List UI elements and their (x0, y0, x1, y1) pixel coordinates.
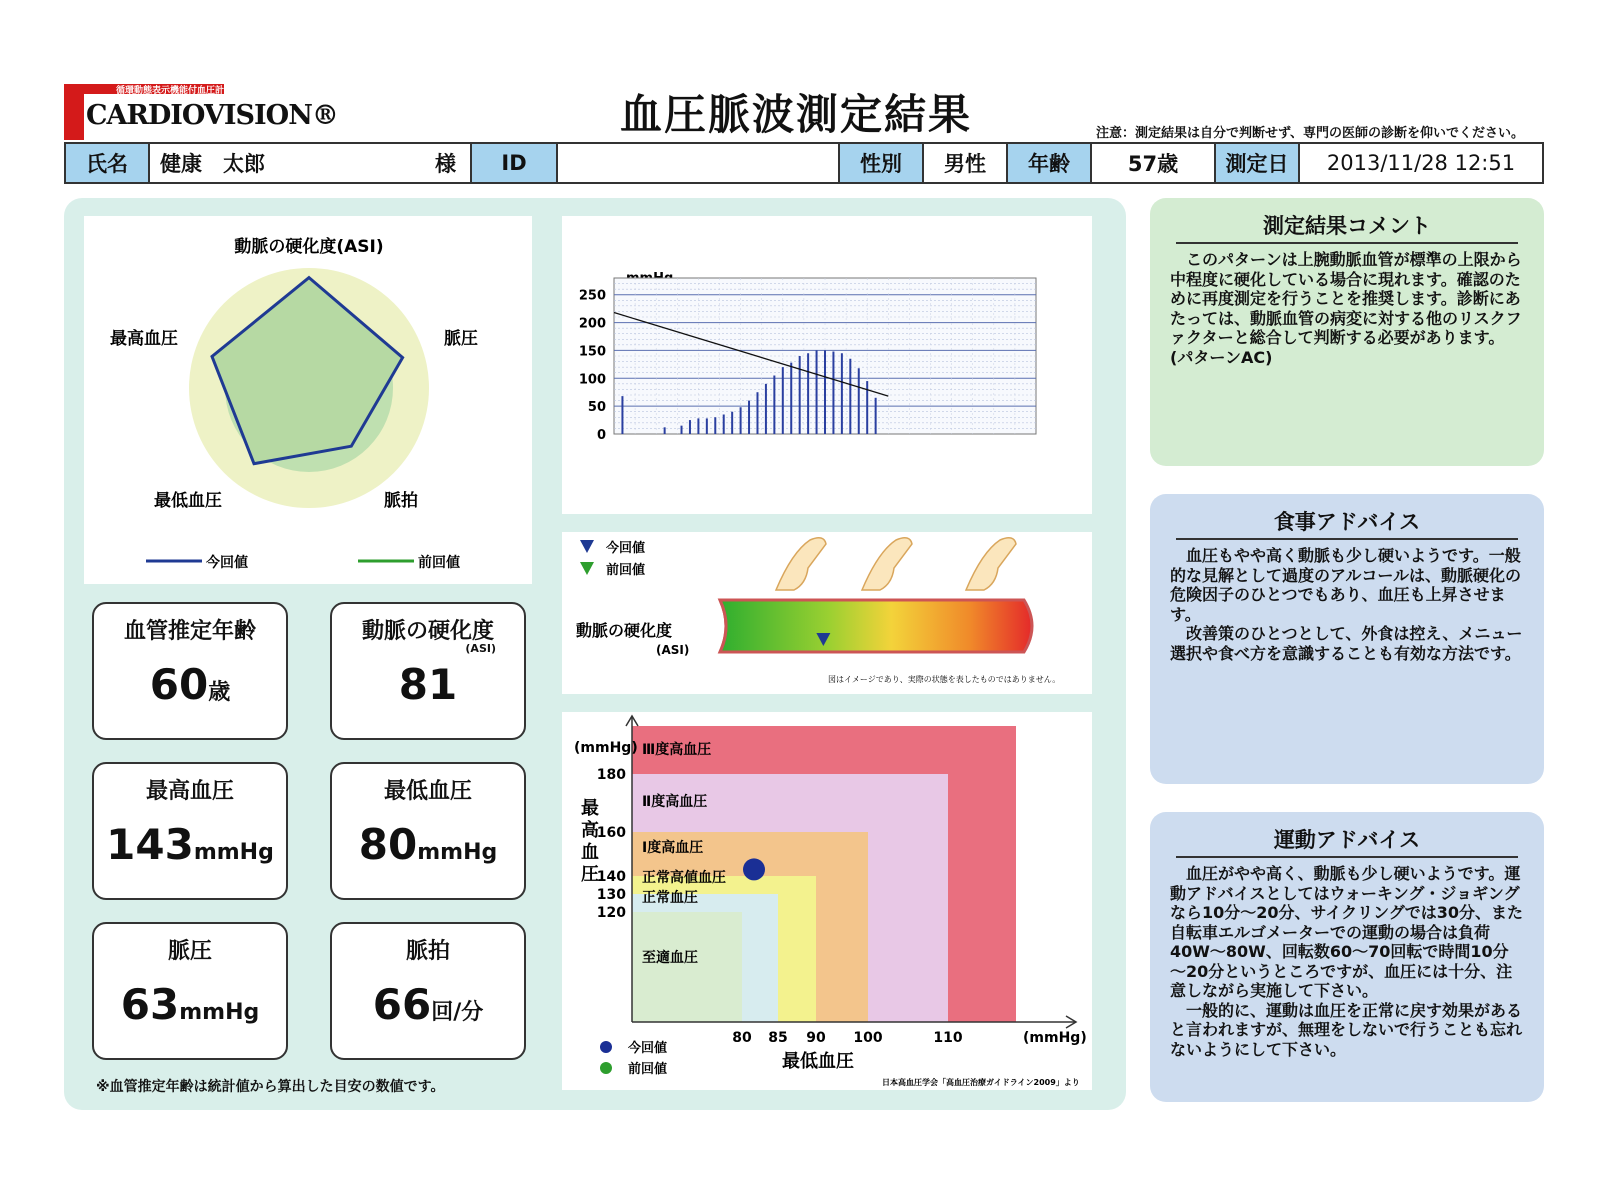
metric-systolic (92, 762, 288, 900)
bp-x-label: 最低血圧 (782, 1051, 854, 1072)
id-value (558, 144, 840, 182)
metric-value: 143 (106, 820, 194, 869)
gauge-sublabel: (ASI) (656, 643, 690, 657)
metric-pulse (330, 922, 526, 1060)
name-cell (150, 144, 472, 182)
artery-gauge (562, 532, 1092, 694)
patient-name: 健康 太郎 (160, 152, 265, 176)
bp-zone-label: 正常高値血圧 (642, 870, 726, 886)
footnote: ※血管推定年齢は統計値から算出した目安の数値です。 (96, 1079, 445, 1095)
wave-y-tick: 150 (578, 344, 606, 360)
diet-text: 血圧もやや高く動脈も少し硬いようです。一般的な見解として過度のアルコールは、動脈硬化の危険因子のひとつでもあり、血圧も上昇させます。 改善策のひとつとして、外食は控え、メニュー選択や食べ方を意識することも有効な方法です。 (1170, 546, 1523, 663)
bp-points (743, 858, 765, 880)
comment-title: 測定結果コメント (1176, 210, 1518, 244)
date-label: 測定日 (1216, 144, 1300, 182)
wave-y-tick: 0 (596, 428, 606, 443)
exercise-text: 血圧がやや高く、動脈も少し硬いようです。運動アドバイスとしてはウォーキング・ジョギングなら10分～20分、サイクリングでは30分、また自転車エルゴメーターでの運動の場合は負荷40W～80W、回転数60～70回転で時間10分～20分というところですが、血圧には十分、注意しながら実施して下さい。 一般的に、運動は血圧を正常に戻す効果があると言われますが、無理をしないで行うことも忘れないようにして下さい。 (1170, 864, 1524, 1059)
patient-info-bar (64, 142, 1544, 184)
bp-legend-current: 今回値 (628, 1041, 668, 1056)
id-label: ID (472, 144, 558, 182)
bp-y-label-char: 血 (581, 842, 599, 863)
metric-vascular-age (92, 602, 288, 740)
pulse-wave-card (562, 216, 1092, 514)
bp-x-tick: 90 (806, 1030, 826, 1046)
pulse-wave-chart (562, 216, 1092, 514)
logo-subtitle: 循環動態表示機能付血圧計 (116, 86, 225, 96)
metric-diastolic (330, 762, 526, 900)
legend-current-triangle (580, 540, 594, 553)
metric-value: 63 (120, 980, 180, 1029)
age-label: 年齢 (1008, 144, 1092, 182)
bp-y-tick: 140 (596, 869, 626, 885)
cardiovision-logo (64, 84, 338, 140)
bp-y-tick: 180 (596, 767, 626, 783)
bp-zone-label: 至適血圧 (642, 950, 698, 966)
bp-zone-label: 正常血圧 (642, 890, 698, 906)
bp-zone-label: Ⅰ度高血圧 (642, 840, 704, 856)
metric-label: 最高血圧 (145, 779, 234, 804)
metric-unit: 歳 (208, 680, 231, 705)
metric-value: 60 (149, 660, 209, 709)
honorific: 様 (435, 152, 456, 176)
bp-x-tick: 80 (732, 1030, 752, 1046)
date-value: 2013/11/28 12:51 (1300, 144, 1542, 182)
bp-current-point (743, 858, 765, 880)
bp-zone-label: Ⅱ度高血圧 (642, 794, 708, 810)
bp-x-tick: 110 (933, 1030, 963, 1046)
sex-value: 男性 (924, 144, 1008, 182)
radar-axis-systolic: 最高血圧 (110, 329, 178, 349)
gauge-label: 動脈の硬化度 (576, 621, 673, 640)
bp-legend-previous: 前回値 (628, 1062, 668, 1077)
finger-press-icon (862, 538, 912, 590)
exercise-title: 運動アドバイス (1176, 824, 1518, 858)
radar-card (84, 216, 532, 584)
bp-y-tick: 160 (596, 825, 626, 841)
artery-card (562, 532, 1092, 694)
radar-axis-pulse-pressure: 脈圧 (444, 329, 478, 349)
legend-current-label: 今回値 (206, 555, 248, 571)
sex-label: 性別 (840, 144, 924, 182)
bp-y-label-char: 高 (581, 820, 599, 841)
wave-y-tick: 250 (578, 288, 606, 304)
legend-previous-label: 前回値 (418, 555, 460, 571)
name-label: 氏名 (66, 144, 150, 182)
metric-unit: mmHg (193, 840, 274, 865)
bp-y-unit: (mmHg) (574, 740, 638, 756)
bp-zone (632, 912, 742, 1022)
bp-x-unit: (mmHg) (1023, 1030, 1087, 1046)
wave-y-tick: 200 (578, 316, 606, 332)
comment-text: このパターンは上腕動脈血管が標準の上限から中程度に硬化している場合に現れます。確認のために再度測定を行うことを推奨します。診断にあたっては、動脈血管の病変に対する他のリスクファクターと総合して判断する必要があります。(パターンAC) (1170, 250, 1522, 367)
wave-y-tick: 50 (587, 400, 606, 416)
comment-box (1150, 198, 1544, 466)
bp-legend-current-dot (600, 1041, 612, 1053)
bp-legend-previous-dot (600, 1062, 612, 1074)
radar-axis-diastolic: 最低血圧 (154, 491, 222, 511)
bp-y-label-char: 圧 (581, 864, 599, 885)
bp-classification-card (562, 712, 1092, 1090)
page-title: 血圧脈波測定結果 (620, 90, 973, 139)
bp-y-tick: 120 (596, 905, 626, 921)
metric-asi (330, 602, 526, 740)
metric-label: 動脈の硬化度 (361, 619, 494, 644)
metric-value: 66 (372, 980, 432, 1029)
metric-label: 最低血圧 (383, 779, 472, 804)
artery-tube (720, 600, 1032, 652)
bp-x-tick: 100 (853, 1030, 883, 1046)
metric-label: 血管推定年齢 (123, 619, 256, 644)
gauge-note: 図はイメージであり、実際の状態を表したものではありません。 (828, 675, 1061, 684)
gauge-legend-previous: 前回値 (606, 563, 646, 578)
bp-source: 日本高血圧学会「高血圧治療ガイドライン2009」より (882, 1078, 1080, 1087)
finger-press-icon (776, 538, 826, 590)
finger-press-icon (966, 538, 1016, 590)
wave-y-tick: 100 (578, 372, 606, 388)
bp-x-tick: 85 (768, 1030, 788, 1046)
exercise-advice-box (1150, 812, 1544, 1102)
legend-previous-triangle (580, 562, 594, 575)
age-value: 57歳 (1092, 144, 1216, 182)
metric-unit: mmHg (179, 1000, 260, 1025)
radar-axis-pulse: 脈拍 (384, 491, 418, 511)
bp-zone-label: Ⅲ度高血圧 (642, 742, 712, 758)
metric-value: 80 (358, 820, 418, 869)
metric-value: 81 (398, 660, 458, 709)
bp-y-label-char: 最 (581, 798, 599, 819)
radar-axis-asi: 動脈の硬化度(ASI) (234, 237, 384, 257)
metric-unit: mmHg (417, 840, 498, 865)
wave-ticks (579, 289, 606, 443)
diet-title: 食事アドバイス (1176, 506, 1518, 540)
metric-pulse-pressure (92, 922, 288, 1060)
radar-chart (84, 216, 532, 584)
bp-y-tick: 130 (596, 887, 626, 903)
metric-unit: 回/分 (431, 1000, 484, 1025)
diet-advice-box (1150, 494, 1544, 784)
notice-text: 注意：測定結果は自分で判断せず、専門の医師の診断を仰いでください。 (1096, 126, 1524, 141)
metric-sublabel: (ASI) (465, 642, 496, 655)
metric-label: 脈圧 (167, 939, 212, 964)
gauge-legend-current: 今回値 (606, 541, 646, 556)
bp-classification-chart (562, 712, 1092, 1090)
logo-text: CARDIOVISION® (86, 100, 338, 131)
metric-label: 脈拍 (405, 939, 450, 964)
